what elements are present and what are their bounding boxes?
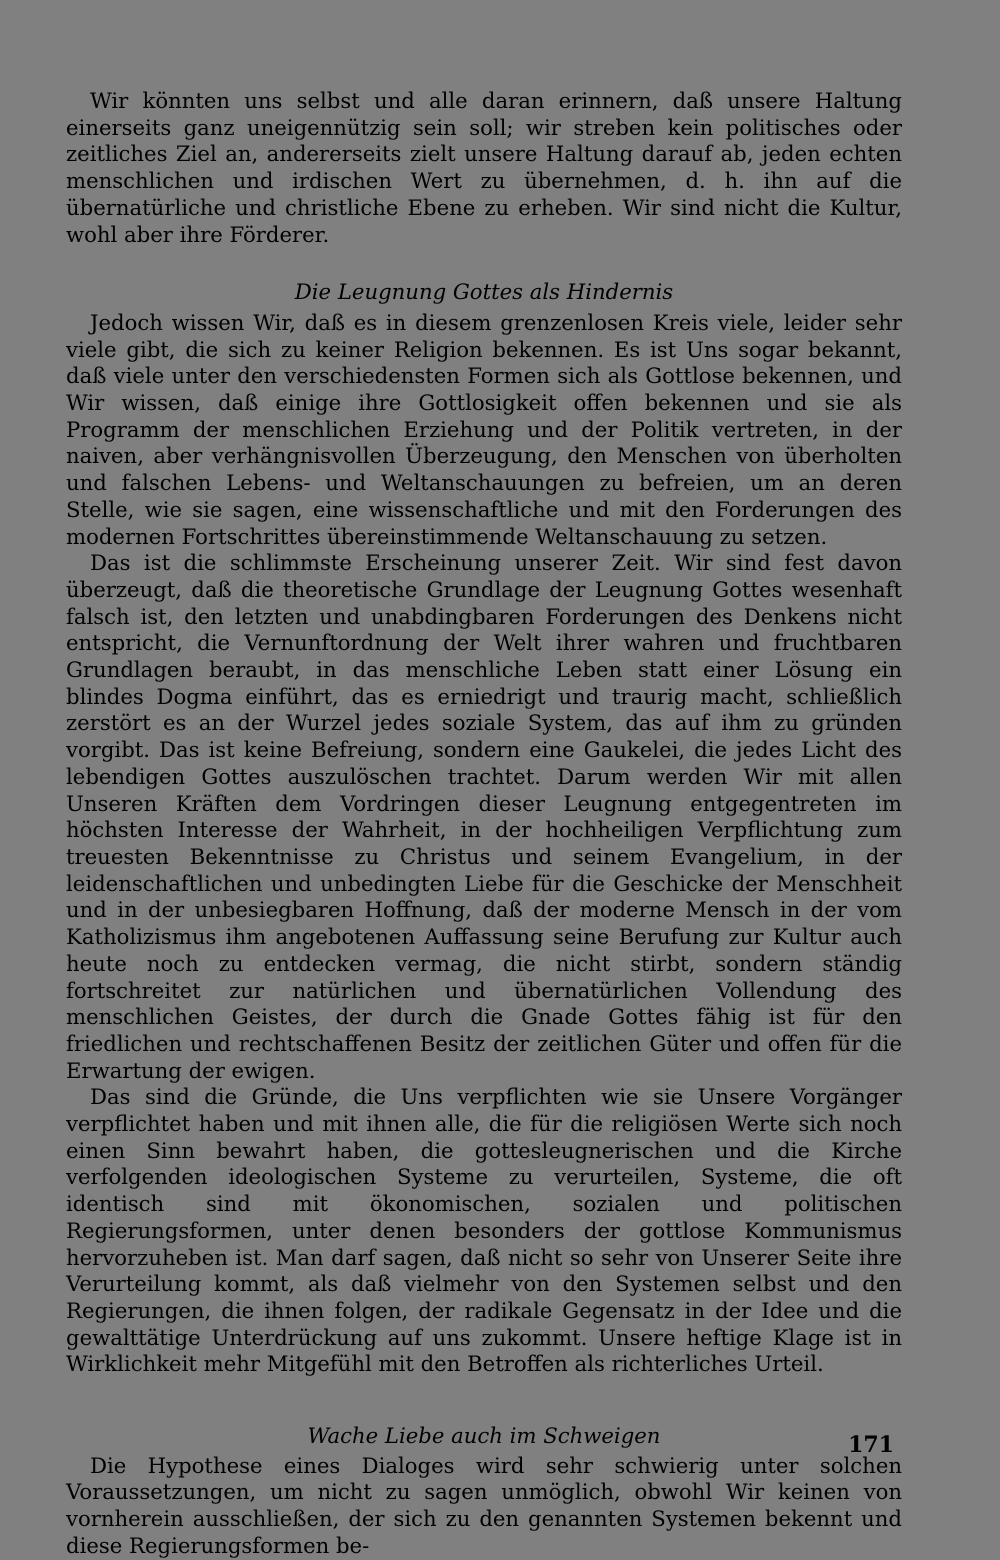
paragraph: Wir könnten uns selbst und alle daran erinnern, daß unsere Haltung einerseits ganz uneigennützig sein soll; wir streben kein politisches oder zeitliches Ziel an, andererseits zielt unsere Haltung darauf ab, jeden echten menschlichen und irdischen Wert zu übernehmen, d. h. ihn auf die übernatürliche und christliche Ebene zu erheben. Wir sind nicht die Kultur, wohl aber ihre Förderer.: [66, 88, 902, 247]
paragraph: Das ist die schlimmste Erscheinung unserer Zeit. Wir sind fest davon überzeugt, daß die theoretische Grundlage der Leugnung Gottes wesenhaft falsch ist, den letzten und unabdingbaren Forderungen des Denkens nicht entspricht, die Vernunftordnung der Welt ihrer wahren und fruchtbaren Grundlagen beraubt, in das menschliche Leben statt einer Lösung ein blindes Dogma einführt, das es erniedrigt und traurig macht, schließlich zerstört es an der Wurzel jedes soziale System, das auf ihm zu gründen vorgibt. Das ist keine Befreiung, sondern eine Gaukelei, die jedes Licht des lebendigen Gottes auszulöschen trachtet. Darum werden Wir mit allen Unseren Kräften dem Vordringen dieser Leugnung entgegentreten im höchsten Interesse der Wahrheit, in der hochheiligen Verpflichtung zum treuesten Bekenntnisse zu Christus und seinem Evangelium, in der leidenschaftlichen und unbedingten Liebe für die Geschicke der Menschheit und in der unbesiegbaren Hoffnung, daß der moderne Mensch in der vom Katholizismus ihm angebotenen Auffassung seine Berufung zur Kultur auch heute noch zu entdecken vermag, die nicht stirbt, sondern ständig fortschreitet zur natürlichen und übernatürlichen Vollendung des menschlichen Geistes, der durch die Gnade Gottes fähig ist für den friedlichen und rechtschaffenen Besitz der zeitlichen Güter und offen für die Erwartung der ewigen.: [66, 550, 902, 1083]
section-heading: Wache Liebe auch im Schweigen: [307, 1423, 661, 1449]
text-column: [66, 88, 902, 1560]
section-heading: Die Leugnung Gottes als Hindernis: [294, 279, 674, 305]
paragraph: Die Hypothese eines Dialoges wird sehr schwierig unter solchen Voraussetzungen, um nicht zu sagen unmöglich, obwohl Wir keinen von vornherein ausschließen, der sich zu den genannten Systemen bekennt und diese Regierungsformen be-: [66, 1452, 902, 1558]
page-number: 171: [848, 1432, 894, 1458]
paragraph: Das sind die Gründe, die Uns verpflichten wie sie Unsere Vorgänger verpflichtet haben und mit ihnen alle, die für die religiösen Werte sich noch einen Sinn bewahrt haben, die gottesleugnerischen und die Kirche verfolgenden ideologischen Systeme zu verurteilen, Systeme, die oft identisch sind mit ökonomischen, sozialen und politischen Regierungsformen, unter denen besonders der gottlose Kommunismus hervorzuheben ist. Man darf sagen, daß nicht so sehr von Unserer Seite ihre Verurteilung kommt, als daß vielmehr von den Systemen selbst und den Regierungen, die ihnen folgen, der radikale Gegensatz in der Idee und die gewalttätige Unterdrückung auf uns zukommt. Unsere heftige Klage ist in Wirklichkeit mehr Mitgefühl mit den Betroffen als richterliches Urteil.: [66, 1084, 902, 1377]
paragraph: Jedoch wissen Wir, daß es in diesem grenzenlosen Kreis viele, leider sehr viele gibt, die sich zu keiner Religion bekennen. Es ist Uns sogar bekannt, daß viele unter den verschiedensten Formen sich als Gottlose bekennen, und Wir wissen, daß einige ihre Gottlosigkeit offen bekennen und sie als Programm der menschlichen Erziehung und der Politik vertreten, in der naiven, aber verhängnisvollen Überzeugung, den Menschen von überholten und falschen Lebens- und Weltanschauungen zu befreien, um an deren Stelle, wie sie sagen, eine wissenschaftliche und mit den Forderungen des modernen Fortschrittes übereinstimmende Weltanschauung zu setzen.: [66, 309, 902, 549]
